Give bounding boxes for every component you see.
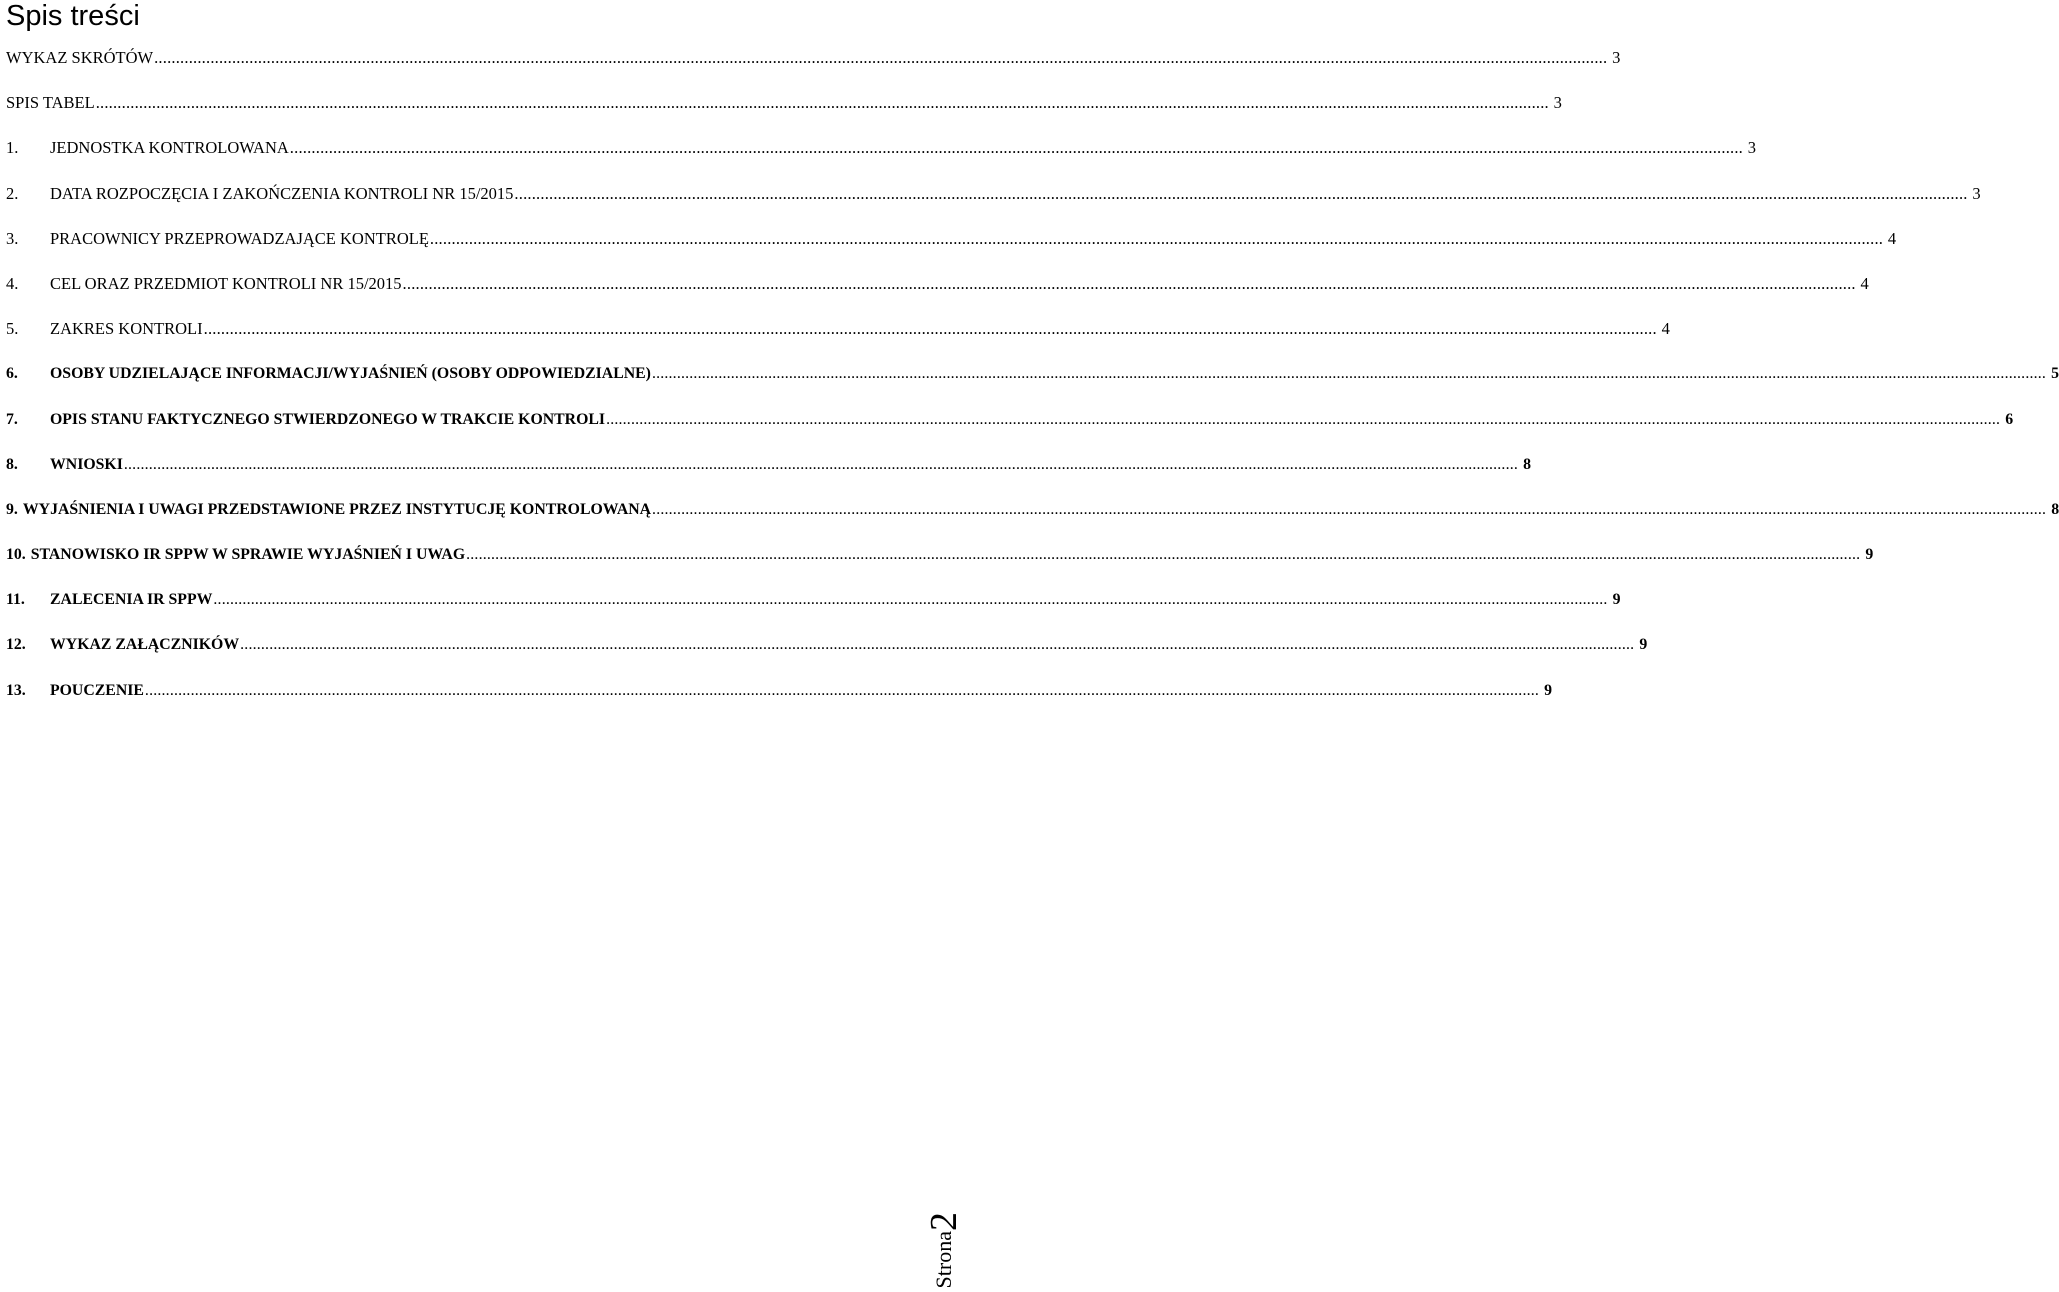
toc-dot-leader [466,540,1860,570]
footer-page-number: 2 [923,1211,965,1231]
toc-entry-label: STANOWISKO IR SPPW W SPRAWIE WYJAŚNIEŃ I UWAG [30,546,466,564]
toc-entry-label: ZAKRES KONTROLI [50,319,203,339]
toc-dot-leader [213,585,1607,615]
toc-entry-page: 9 [1544,681,1553,699]
toc-entry-label: ZALECENIA IR SPPW [50,591,213,609]
toc-dot-leader [430,224,1883,254]
toc-entry[interactable] [6,224,1897,269]
table-of-contents [6,43,2059,721]
toc-entry[interactable] [6,450,1532,495]
toc-entry-number: 5. [6,319,19,339]
toc-dot-leader [606,405,2000,435]
toc-dot-leader [240,630,1634,660]
footer-label: Strona [931,1230,956,1288]
toc-entry-label: OSOBY UDZIELAJĄCE INFORMACJI/WYJAŚNIEŃ (OSOBY ODPOWIEDZIALNE) [50,365,651,383]
toc-entry[interactable] [6,269,1869,314]
toc-entry-number: 3. [6,228,19,248]
toc-entry-page: 3 [1553,93,1562,113]
toc-entry-page: 9 [1612,591,1621,609]
toc-dot-leader [204,314,1657,344]
toc-entry-page: 4 [1860,273,1869,293]
toc-entry-number: 4. [6,273,19,293]
toc-entry-page: 3 [1972,183,1981,203]
toc-dot-leader [290,133,1743,163]
toc-entry-label: POUCZENIE [50,681,144,699]
page-title: Spis treści [6,0,140,32]
toc-entry-page: 4 [1887,228,1897,248]
toc-entry-label: WNIOSKI [50,455,123,473]
toc-entry-number: 13. [6,681,26,699]
toc-entry-page: 9 [1639,636,1648,654]
toc-dot-leader [96,88,1549,118]
toc-entry-page: 5 [2051,365,2059,383]
toc-entry-page: 8 [2051,500,2059,518]
toc-dot-leader [145,676,1539,706]
toc-dot-leader [124,450,1518,480]
toc-entry-page: 3 [1612,48,1621,67]
toc-dot-leader [154,43,1607,73]
toc-entry[interactable] [6,585,1621,630]
toc-entry[interactable] [6,133,1756,178]
toc-entry-label: WYKAZ ZAŁĄCZNIKÓW [50,636,240,654]
toc-entry-label: DATA ROZPOCZĘCIA I ZAKOŃCZENIA KONTROLI NR 15/2015 [50,183,514,203]
toc-entry-label: JEDNOSTKA KONTROLOWANA [50,138,289,158]
toc-entry-page: 8 [1523,455,1532,473]
toc-entry[interactable] [6,630,1648,675]
toc-entry[interactable] [6,405,2014,450]
toc-entry-label: WYJAŚNIENIA I UWAGI PRZEDSTAWIONE PRZEZ INSTYTUCJĘ KONTROLOWANĄ [22,500,652,518]
toc-entry[interactable] [6,88,1562,133]
page-footer [923,1211,965,1288]
toc-dot-leader [514,179,1967,209]
toc-entry-number: 12. [6,636,26,654]
toc-entry[interactable] [6,495,2059,540]
toc-entry-page: 6 [2005,410,2014,428]
toc-dot-leader [403,269,1856,299]
toc-entry-page: 9 [1865,546,1874,564]
toc-entry[interactable] [6,540,1874,585]
toc-entry-number: 1. [6,138,19,158]
toc-entry-label: WYKAZ SKRÓTÓW [6,48,154,67]
toc-dot-leader [652,359,2046,389]
toc-entry-number: 9. [6,500,18,518]
toc-entry-label: CEL ORAZ PRZEDMIOT KONTROLI NR 15/2015 [50,273,402,293]
toc-entry-label: OPIS STANU FAKTYCZNEGO STWIERDZONEGO W TRAKCIE KONTROLI [50,410,606,428]
toc-entry-page: 3 [1747,138,1756,158]
toc-entry[interactable] [6,676,1553,721]
toc-entry-label: PRACOWNICY PRZEPROWADZAJĄCE KONTROLĘ [50,228,429,248]
toc-entry-label: SPIS TABEL [6,93,95,113]
toc-entry-number: 10. [6,546,26,564]
toc-entry[interactable] [6,179,1981,224]
toc-entry-number: 11. [6,591,25,609]
toc-entry-number: 2. [6,183,19,203]
toc-entry[interactable] [6,359,2059,404]
toc-entry-page: 4 [1661,319,1670,339]
toc-entry[interactable] [6,314,1670,359]
toc-entry-number: 8. [6,455,18,473]
toc-entry-number: 6. [6,365,18,383]
toc-entry[interactable] [6,43,1621,88]
toc-dot-leader [652,495,2046,525]
toc-entry-number: 7. [6,410,18,428]
